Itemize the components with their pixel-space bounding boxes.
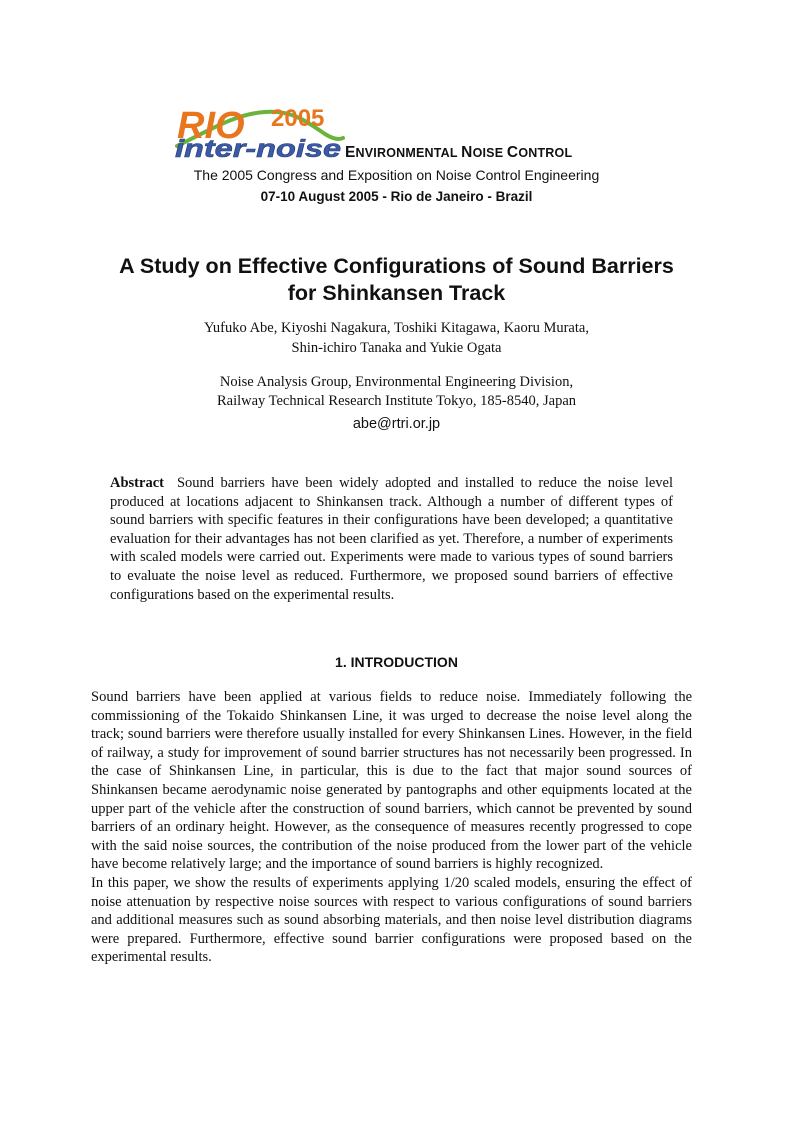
affiliation-line-2: Railway Technical Research Institute Tokyo, 185-8540, Japan xyxy=(216,393,577,409)
authors-line-1: Yufuko Abe, Kiyoshi Nagakura, Toshiki Kitagawa, Kaoru Murata, xyxy=(204,320,589,336)
conference-date-location: 07-10 August 2005 - Rio de Janeiro - Brazil xyxy=(260,189,533,204)
introduction-paragraph-2: In this paper, we show the results of experiments applying 1/20 scaled models, ensuring the effect of noise attenuation by respective noise sources with respect to various configurations of sound barriers and additional measures such as sound absorbing materials, and then noise level distribution diagrams were prepared. Furthermore, effective sound barrier configurations were proposed based on the experimental results. xyxy=(91,874,692,966)
abstract-label: Abstract xyxy=(110,475,164,491)
introduction-paragraph-1: Sound barriers have been applied at various fields to reduce noise. Immediately following the commissioning of the Tokaido Shinkansen Line, it was urged to decrease the noise level along the track; sound barriers were therefore usually installed for every Shinkansen Lines. However, in the field of railway, a study for improvement of sound barrier structures has not necessarily been progressed. In the case of Shinkansen Line, in particular, this is due to the fact that major sound sources of Shinkansen became aerodynamic noise generated by pantographs and other equipments located at the upper part of the vehicle after the construction of sound barriers, which cannot be prevented by sound barriers of an ordinary height. However, as the consequence of measures recently progressed to cope with the said noise sources, the contribution of the noise produced from the lower part of the vehicle have become relatively large; and the importance of sound barriers is highly recognized. xyxy=(91,689,692,873)
abstract xyxy=(110,474,673,604)
author-email: abe@rtri.or.jp xyxy=(352,416,441,432)
logo-rio: RIO xyxy=(177,105,245,147)
inter-noise-2005-logo xyxy=(175,100,345,160)
affiliation-line-1: Noise Analysis Group, Environmental Engineering Division, xyxy=(219,374,574,390)
paper-title xyxy=(60,253,733,307)
conference-subtitle: The 2005 Congress and Exposition on Noise Control Engineering xyxy=(193,167,600,183)
paper-authors xyxy=(60,318,733,358)
conference-name: ENVIRONMENTAL NOISE CONTROL xyxy=(345,144,573,161)
authors-line-2: Shin-ichiro Tanaka and Yukie Ogata xyxy=(291,340,502,356)
introduction-body xyxy=(91,688,692,967)
paper-affiliation xyxy=(60,373,733,411)
logo-brand: inter-noise xyxy=(175,135,342,160)
section-heading-introduction: 1. INTRODUCTION xyxy=(335,654,458,670)
paper-title-line-1: A Study on Effective Configurations of Sound Barriers xyxy=(119,254,674,278)
paper-title-line-2: for Shinkansen Track xyxy=(287,281,506,305)
abstract-text: Sound barriers have been widely adopted and installed to reduce the noise level produced at locations adjacent to Shinkansen track. Although a number of different types of sound barriers with specific features in their configurations have been developed; a quantitative evaluation for their advantages has not been clarified as yet. Therefore, a number of experiments with scaled models were carried out. Experiments were made to various types of sound barriers to evaluate the noise level as reduced. Furthermore, we proposed sound barriers of effective configurations based on the experimental results. xyxy=(110,475,673,603)
logo-year: 2005 xyxy=(271,105,325,132)
